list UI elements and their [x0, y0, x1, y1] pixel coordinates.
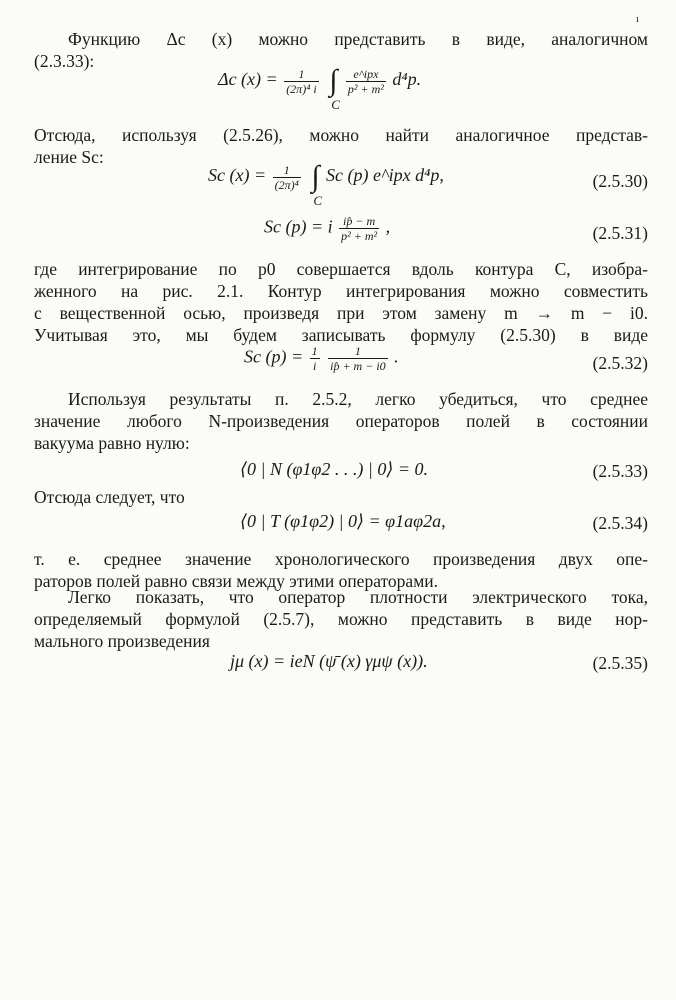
frac-numerator: 1 — [284, 67, 319, 82]
text-line: где интегрирование по p0 совершается вдоль контура C, изобра- — [34, 259, 648, 279]
equation-delta-c — [34, 64, 648, 112]
equation-lhs: Sc (p) = — [244, 346, 304, 367]
paragraph-3 — [34, 258, 648, 346]
frac-denominator: p² + m² — [341, 229, 378, 243]
equation-2-5-35 — [34, 644, 648, 684]
paragraph-7 — [34, 586, 648, 652]
frac-denominator: p² + m² — [347, 81, 384, 96]
equation-tail: . — [394, 346, 399, 367]
frac-numerator: e^ipx — [346, 67, 386, 82]
text-line: Учитывая это, мы будем записывать формулу (2.5.30) в виде — [34, 325, 648, 345]
integral-sign: ∫ C — [311, 162, 319, 192]
equation-body: ⟨0 | N (φ1φ2 . . .) | 0⟩ = 0. — [240, 459, 428, 479]
text-line: Используя результаты п. 2.5.2, легко убедиться, что среднее — [68, 389, 648, 409]
integral-sign: ∫ C — [329, 66, 337, 96]
text-line: ление Sc: — [34, 147, 104, 167]
text-line: Легко показать, что оператор плотности электрического тока, — [68, 587, 648, 607]
paragraph-4 — [34, 388, 648, 454]
text-line: значение любого N-произведения операторов полей в состоянии — [34, 411, 648, 431]
text-line: с вещественной осью, произведя при этом замену m → m − i0. — [34, 303, 648, 323]
corner-mark: ı — [636, 13, 640, 25]
equation-tail: , — [385, 216, 391, 237]
equation-2-5-34 — [34, 504, 648, 544]
text-line: Функцию Δc (x) можно представить в виде, аналогичном — [68, 29, 648, 49]
equation-number: (2.5.30) — [592, 171, 648, 191]
frac-numerator: 1 — [328, 344, 388, 359]
equation-2-5-30 — [34, 160, 648, 208]
equation-2-5-31 — [34, 214, 648, 254]
frac-denominator: ip̂ + m − i0 — [330, 359, 386, 373]
equation-number: (2.5.35) — [592, 653, 648, 673]
text-line: (2.3.33): — [34, 51, 95, 71]
frac-numerator: 1 — [311, 344, 318, 358]
contour-label: C — [331, 97, 340, 112]
equation-lhs: Sc (p) = i — [264, 216, 333, 237]
equation-number: (2.5.31) — [592, 223, 648, 243]
frac-denominator: (2π)⁴ i — [286, 81, 317, 96]
frac-numerator: 1 — [273, 163, 301, 178]
text-line: женного на рис. 2.1. Контур интегрирования можно совместить — [34, 281, 648, 301]
frac-denominator: i — [312, 359, 317, 373]
equation-lhs: Δc (x) = — [218, 69, 278, 90]
equation-number: (2.5.33) — [592, 461, 648, 481]
equation-number: (2.5.32) — [592, 353, 648, 373]
text-line: определяемый формулой (2.5.7), можно представить в виде нор- — [34, 609, 648, 629]
frac-denominator: (2π)⁴ — [274, 177, 299, 192]
text-line: Отсюда, используя (2.5.26), можно найти аналогичное представ- — [34, 125, 648, 145]
equation-2-5-32 — [34, 344, 648, 384]
equation-body: Sc (p) e^ipx d⁴p, — [326, 165, 444, 186]
text-line: мального произведения — [34, 631, 210, 651]
equation-lhs: Sc (x) = — [208, 165, 267, 186]
text-line: Отсюда следует, что — [34, 487, 185, 507]
text-line: вакуума равно нулю: — [34, 433, 190, 453]
text-line: раторов полей равно связи между этими операторами. — [34, 571, 439, 591]
frac-numerator: ip̂ − m — [339, 214, 379, 229]
equation-tail: d⁴p. — [392, 69, 422, 90]
contour-label: C — [313, 193, 322, 208]
equation-number: (2.5.34) — [592, 513, 648, 533]
text-line: т. е. среднее значение хронологического произведения двух опе- — [34, 549, 648, 569]
equation-body: jμ (x) = ieN (ψ̄ (x) γμψ (x)). — [230, 651, 428, 671]
equation-body: ⟨0 | T (φ1φ2) | 0⟩ = φ1aφ2a, — [240, 511, 446, 531]
